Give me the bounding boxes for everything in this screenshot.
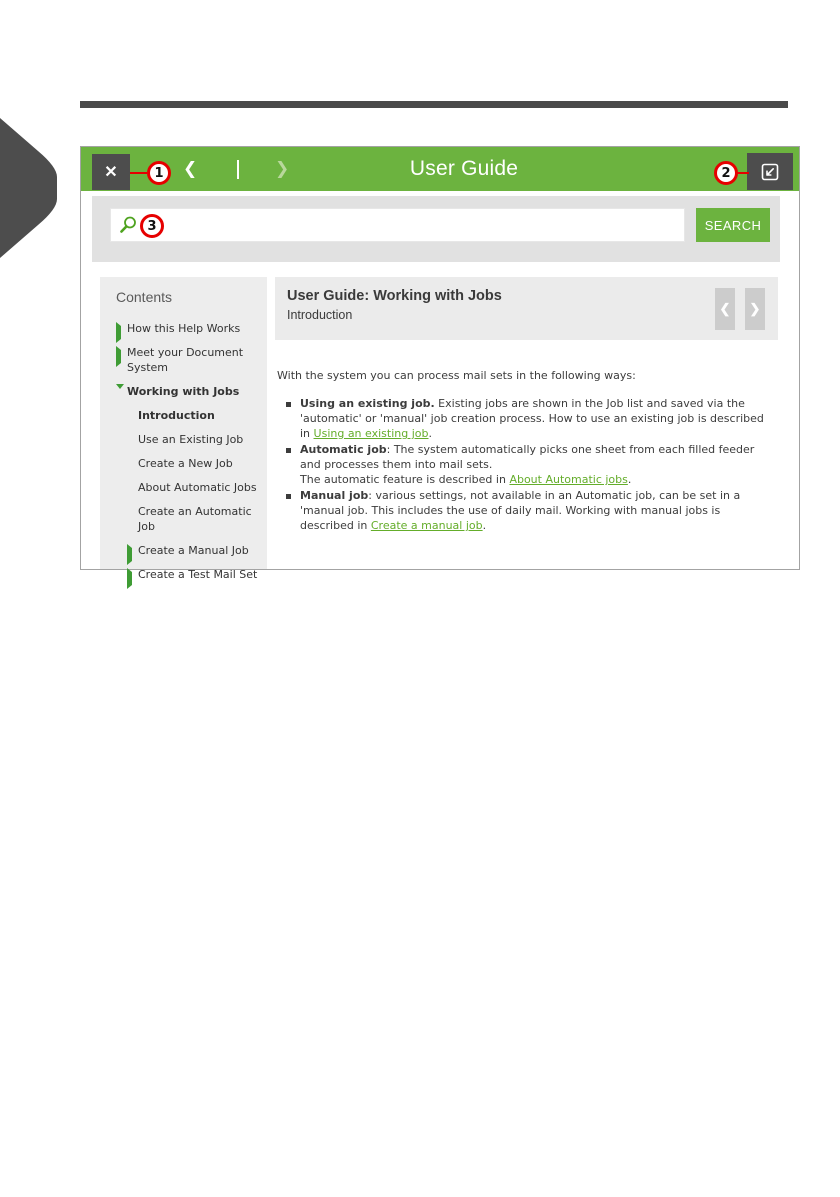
topic-pane: [275, 277, 778, 534]
close-button[interactable]: [92, 154, 130, 190]
topic-subtitle: Introduction: [287, 308, 353, 322]
topic-title: User Guide: Working with Jobs: [287, 288, 502, 304]
callout-2-line: [737, 172, 749, 174]
chevron-right-icon: ❯: [749, 301, 761, 316]
list-item-text: Manual job: various settings, not available in an Automatic job, can be set in a 'manual job. This includes the use of daily mail. Working with manual jobs is described in Create a manual job.: [300, 489, 741, 532]
sidebar-item-label: Create a Manual Job: [138, 544, 249, 557]
sidebar-item[interactable]: [116, 384, 259, 399]
nav-back-button[interactable]: [183, 147, 197, 191]
list-item-text: Automatic job: The system automatically picks one sheet from each filled feeder and processes them into mail sets. The automatic feature is described in About Automatic jobs.: [300, 443, 755, 486]
list-item-text: Using an existing job. Existing jobs are shown in the Job list and saved via the 'automatic' or 'manual' job creation process. How to use an existing job is described in Using an existing job.: [300, 397, 764, 440]
sidebar-item-label: Introduction: [138, 409, 215, 422]
nav-forward-button-disabled[interactable]: [275, 147, 289, 191]
topic-link[interactable]: About Automatic jobs: [509, 473, 628, 486]
sidebar-item-label: Use an Existing Job: [138, 433, 244, 446]
sidebar-item-label: Working with Jobs: [127, 385, 240, 398]
sidebar-item[interactable]: [116, 456, 259, 471]
close-icon: ✕: [104, 164, 118, 181]
triangle-right-bullet-icon: [127, 547, 138, 562]
square-bullet-icon: [127, 484, 138, 499]
callout-2: 2: [714, 161, 738, 185]
sidebar-item[interactable]: [116, 504, 259, 534]
square-bullet-icon: [127, 436, 138, 451]
search-icon: [117, 214, 139, 236]
sidebar-item[interactable]: [116, 321, 259, 336]
callout-1: 1: [147, 161, 171, 185]
sidebar-item-label: Create a Test Mail Set: [138, 568, 258, 581]
topic-link[interactable]: Using an existing job: [313, 427, 429, 440]
contents-heading: Contents: [116, 289, 173, 305]
search-input[interactable]: [110, 208, 685, 242]
square-bullet-icon: [127, 508, 138, 538]
sidebar-item-label: Meet your Document System: [127, 346, 244, 374]
sidebar-item[interactable]: [116, 345, 259, 375]
help-window: [80, 146, 800, 581]
page-top-rule: [80, 101, 788, 108]
sidebar-item[interactable]: [116, 543, 259, 558]
help-titlebar: [81, 147, 799, 191]
triangle-right-bullet-icon: [116, 349, 127, 379]
chevron-left-icon: ❮: [183, 159, 198, 179]
sidebar-item-label: How this Help Works: [127, 322, 241, 335]
sidebar-item[interactable]: [116, 480, 259, 495]
triangle-down-bullet-icon: [116, 388, 127, 403]
search-section: [92, 196, 780, 262]
list-item: [286, 442, 770, 487]
square-bullet-icon: [127, 412, 138, 427]
sidebar-item-label: About Automatic Jobs: [138, 481, 257, 494]
list-item: [286, 396, 770, 441]
topic-header: [275, 277, 778, 340]
sidebar-item-label: Create an Automatic Job: [138, 505, 252, 533]
topic-link[interactable]: Create a manual job: [370, 519, 483, 532]
sidebar-item-label: Create a New Job: [138, 457, 233, 470]
contents-sidebar: [100, 277, 267, 581]
nav-divider: [237, 160, 239, 179]
sidebar-item[interactable]: [116, 432, 259, 447]
chevron-left-icon: ❮: [719, 301, 731, 316]
square-bullet-icon: [286, 442, 300, 487]
triangle-right-bullet-icon: [127, 571, 138, 586]
search-button[interactable]: SEARCH: [696, 208, 770, 242]
topic-body: [275, 340, 778, 533]
resize-arrow-icon: [760, 162, 780, 182]
list-item: [286, 488, 770, 533]
topic-next-button[interactable]: [745, 288, 765, 330]
sidebar-item[interactable]: [116, 408, 259, 423]
sidebar-item[interactable]: [116, 567, 259, 582]
topic-prev-button[interactable]: [715, 288, 735, 330]
contents-list: [116, 321, 259, 582]
job-types-list: [277, 396, 770, 533]
square-bullet-icon: [286, 488, 300, 533]
square-bullet-icon: [286, 396, 300, 441]
callout-3: 3: [140, 214, 164, 238]
resize-window-button[interactable]: [747, 153, 793, 190]
chevron-right-icon: ❯: [275, 159, 290, 179]
square-bullet-icon: [127, 460, 138, 475]
intro-paragraph: With the system you can process mail sets in the following ways:: [277, 369, 636, 382]
triangle-right-bullet-icon: [116, 325, 127, 340]
callout-1-line: [130, 172, 147, 174]
chapter-edge-tab: [0, 118, 57, 258]
window-title: User Guide: [409, 157, 519, 180]
